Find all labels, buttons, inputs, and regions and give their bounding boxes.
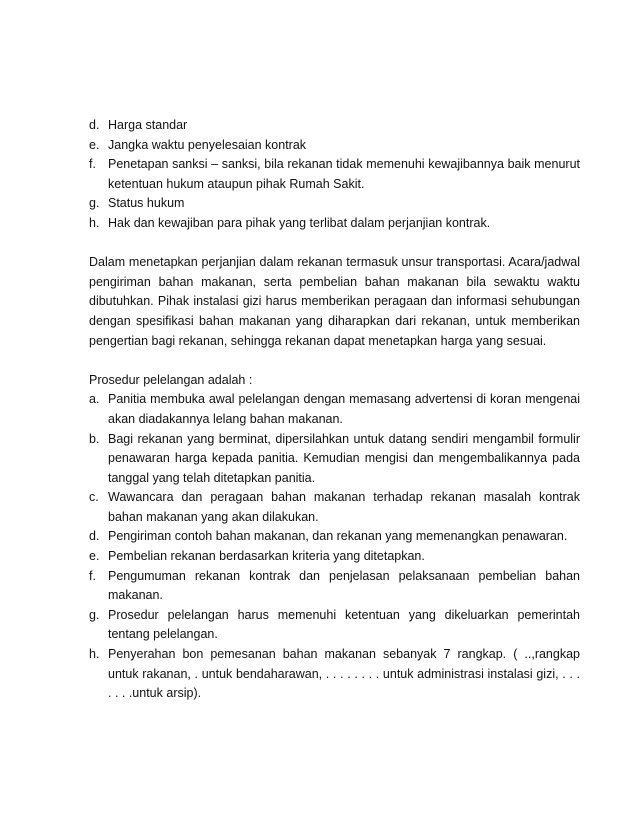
list-marker: f.	[89, 568, 96, 583]
list-item	[89, 136, 580, 156]
list-item	[89, 567, 580, 606]
list-item	[89, 547, 580, 567]
list-marker: b.	[89, 431, 100, 446]
list-marker: d.	[89, 118, 100, 132]
list-item-text: Pembelian rekanan berdasarkan kriteria yang ditetapkan.	[108, 549, 425, 564]
list-marker: f.	[89, 157, 96, 172]
list-marker: e.	[89, 549, 100, 564]
list-item	[89, 116, 580, 136]
list-item-text: Prosedur pelelangan harus memenuhi ketentuan yang dikeluarkan pemerintah tentang pelelangan.	[108, 607, 580, 642]
list-marker: g.	[89, 607, 100, 622]
list-item-text: Harga standar	[108, 118, 188, 132]
list-marker: e.	[89, 137, 100, 152]
list-item	[89, 527, 580, 547]
list-item-text: Pengiriman contoh bahan makanan, dan rekanan yang memenangkan penawaran.	[108, 529, 568, 544]
list-item	[89, 194, 580, 214]
list-item-text: Bagi rekanan yang berminat, dipersilahkan untuk datang sendiri mengambil formulir penawaran harga kepada panitia. Kemudian mengisi dan mengembalikannya pada tanggal yang telah ditetapkan panitia.	[108, 431, 580, 485]
list-marker: a.	[89, 392, 100, 407]
list-item-text: Wawancara dan peragaan bahan makanan terhadap rekanan masalah kontrak bahan makanan yang akan dilakukan.	[108, 490, 580, 524]
list-marker: h.	[89, 647, 100, 662]
list-marker: g.	[89, 196, 100, 211]
document-page	[89, 116, 580, 704]
list-item-text: Penyerahan bon pemesanan bahan makanan sebanyak 7 rangkap. ( ..,rangkap untuk rakanan, . untuk bendaharawan, . . . . . . . . untuk administrasi instalasi gizi, . . . . . . .untuk arsip).	[108, 647, 580, 701]
list-item-text: Jangka waktu penyelesaian kontrak	[108, 137, 307, 152]
body-paragraph: Dalam menetapkan perjanjian dalam rekanan termasuk unsur transportasi. Acara/jadwal pengiriman bahan makanan, serta pembelian bahan makanan bila sewaktu waktu dibutuhkan. Pihak instalasi gizi harus memberikan peragaan dan informasi sehubungan dengan spesifikasi bahan makanan yang diharapkan dari rekanan, untuk memberikan pengertian bagi rekanan, sehingga rekanan dapat menetapkan harga yang sesuai.	[89, 255, 580, 348]
list-item-text: Pengumuman rekanan kontrak dan penjelasan pelaksanaan pembelian bahan makanan.	[108, 568, 580, 603]
spacer	[89, 234, 580, 254]
list-item-text: Status hukum	[108, 196, 185, 211]
list-marker: d.	[89, 529, 100, 544]
requirements-list	[89, 116, 580, 234]
procedure-list	[89, 390, 580, 704]
list-item	[89, 430, 580, 489]
list-item	[89, 214, 580, 234]
procedure-heading: Prosedur pelelangan adalah :	[89, 372, 253, 387]
list-item	[89, 606, 580, 645]
list-item-text: Hak dan kewajiban para pihak yang terlibat dalam perjanjian kontrak.	[108, 215, 491, 230]
list-item-text: Panitia membuka awal pelelangan dengan memasang advertensi di koran mengenai akan diadakannya lelang bahan makanan.	[108, 392, 580, 426]
list-item	[89, 645, 580, 704]
list-item	[89, 390, 580, 429]
list-item	[89, 488, 580, 527]
list-item	[89, 155, 580, 194]
spacer	[89, 351, 580, 371]
list-marker: c.	[89, 490, 99, 505]
list-marker: h.	[89, 215, 100, 230]
list-item-text: Penetapan sanksi – sanksi, bila rekanan tidak memenuhi kewajibannya baik menurut ketentuan hukum ataupun pihak Rumah Sakit.	[108, 157, 580, 191]
